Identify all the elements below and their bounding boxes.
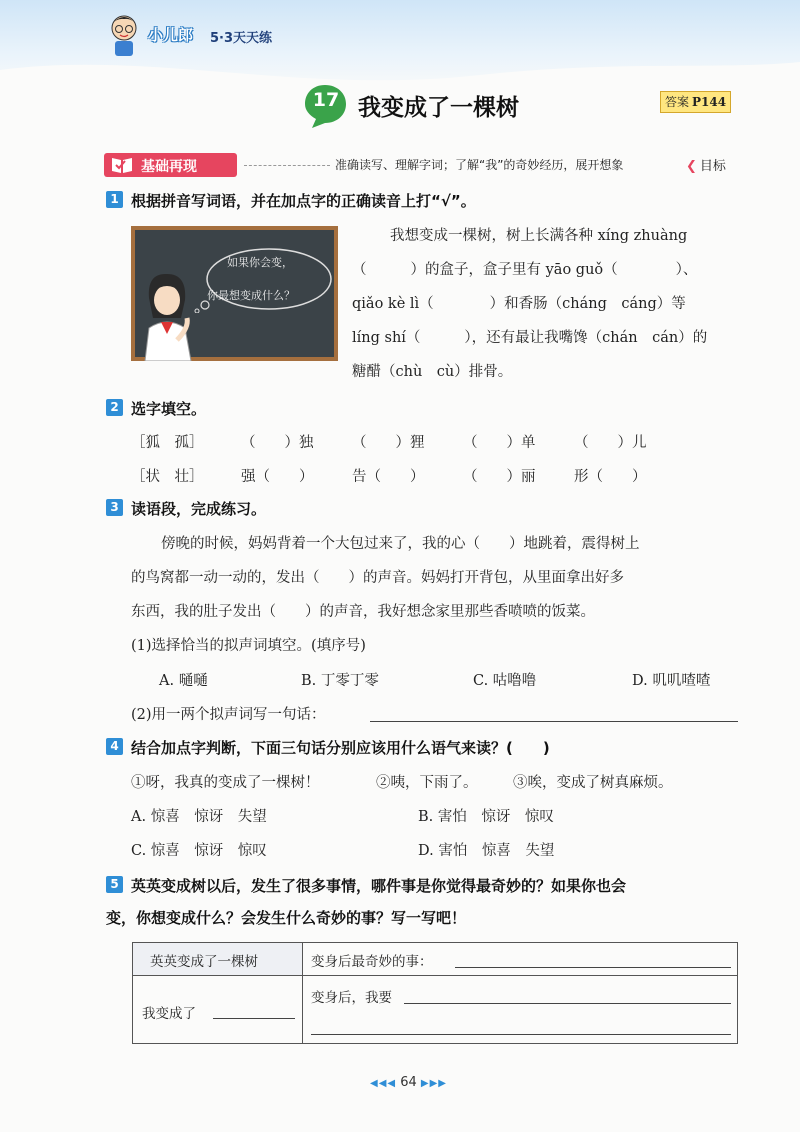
q3-sub-question-1: (1)选择恰当的拟声词填空。(填序号): [131, 638, 366, 654]
q3-paragraph-line-2: 的鸟窝都一动一动的，发出（ ）的声音。妈妈打开背包，从里面拿出好多: [131, 570, 624, 586]
q2-row1-item[interactable]: （ ）儿: [574, 435, 647, 451]
book-icon: [110, 156, 134, 174]
q4-option: C. 惊喜 惊讶 惊叹: [131, 843, 267, 859]
goal-tag: [686, 155, 726, 174]
q2-row2-item[interactable]: 形（ ）: [574, 469, 647, 485]
q3-paragraph-line-3: 东西，我的肚子发出（ ）的声音，我好想念家里那些香喷喷的饭菜。: [131, 604, 595, 620]
q4-option: B. 害怕 惊讶 惊叹: [418, 809, 554, 825]
page-number: 64: [400, 1075, 417, 1090]
q1-line-2a: （: [352, 262, 367, 278]
answer-page: P144: [692, 95, 727, 109]
q3-number: 3: [106, 499, 123, 516]
q5-number: 5: [106, 876, 123, 893]
q2-row2-item[interactable]: 告（ ）: [352, 469, 425, 485]
q1-line-2b: ）的盒子，盒子里有 yāo guǒ（: [410, 262, 618, 278]
page-footer: [370, 1075, 447, 1090]
q2-row1-pair: ［狐 孤］: [131, 435, 204, 451]
table-cell-r1c1: 英英变成了一棵树: [150, 954, 258, 970]
q3-paragraph-line-1: 傍晚的时候，妈妈背着一个大包过来了，我的心（ ）地跳着，震得树上: [161, 536, 640, 552]
q3-option: D. 叽叽喳喳: [632, 673, 711, 689]
q4-option: D. 害怕 惊喜 失望: [418, 843, 555, 859]
q1-line-3a: qiǎo kè lì（: [352, 296, 434, 312]
q1-prompt: 根据拼音写词语，并在加点字的正确读音上打“√”。: [131, 192, 476, 210]
q5-prompt-line-1: 英英变成树以后，发生了很多事情，哪件事是你觉得最奇妙的？如果你也会: [131, 877, 627, 895]
q1-line-5: 糖醋（chù cù）排骨。: [352, 364, 513, 380]
table-answer-line[interactable]: [404, 1003, 731, 1004]
q3-option: A. 嗵嗵: [159, 673, 208, 689]
q1-line-3: [352, 292, 686, 313]
q3-prompt: 读语段，完成练习。: [131, 500, 267, 518]
q1-line-4a: líng shí（: [352, 330, 421, 346]
q1-line-2: [352, 258, 697, 279]
q1-line-3b: ）和香肠（cháng cáng）等: [489, 296, 686, 312]
q3-sub-question-2: (2)用一两个拟声词写一句话：: [131, 707, 326, 723]
q2-row2-item[interactable]: （ ）丽: [463, 469, 536, 485]
q1-line-2c: ）、: [675, 262, 698, 278]
table-divider-vertical: [302, 942, 303, 1044]
table-answer-line[interactable]: [213, 1018, 295, 1019]
girl-illustration: [137, 268, 199, 361]
left-arrows-icon: ◀◀◀: [370, 1078, 397, 1089]
goal-arrow-icon: ❮: [686, 159, 697, 174]
table-answer-line[interactable]: [311, 1034, 731, 1035]
right-arrows-icon: ▶▶▶: [420, 1078, 447, 1089]
q2-row1-item[interactable]: （ ）独: [241, 435, 314, 451]
table-divider-horizontal: [132, 975, 738, 976]
table-cell-r1c2: 变身后最奇妙的事：: [311, 954, 433, 970]
bubble-line-2: 你最想变成什么？: [207, 289, 295, 302]
lesson-number: 17: [312, 89, 340, 111]
q2-number: 2: [106, 399, 123, 416]
bubble-line-1: 如果你会变，: [227, 256, 293, 269]
series-name: 5·3天天练: [210, 31, 273, 46]
mascot-icon: [103, 12, 145, 58]
section-title: 基础再现: [141, 159, 197, 175]
q2-row2-item[interactable]: 强（ ）: [241, 469, 314, 485]
q1-line-1: 我想变成一棵树，树上长满各种 xíng zhuàng: [390, 228, 688, 244]
table-cell-r2c2: 变身后，我要: [311, 990, 392, 1006]
q4-prompt: 结合加点字判断，下面三句话分别应该用什么语气来读？( ): [131, 739, 550, 757]
q3-option: C. 咕噜噜: [473, 673, 537, 689]
q2-prompt: 选字填空。: [131, 400, 207, 418]
section-divider: [244, 165, 330, 166]
q2-row2-pair: ［状 壮］: [131, 469, 204, 485]
q1-number: 1: [106, 191, 123, 208]
answer-label: 答案: [665, 95, 690, 109]
q3-answer-line[interactable]: [370, 721, 738, 722]
q4-sentence: ①呀，我真的变成了一棵树！: [131, 775, 320, 791]
q1-line-4: [352, 326, 707, 347]
section-goal: 准确读写、理解字词；了解“我”的奇妙经历，展开想象: [335, 158, 624, 172]
goal-label: 目标: [699, 159, 726, 174]
brand-logo: 小儿郎: [148, 26, 194, 44]
q4-number: 4: [106, 738, 123, 755]
table-cell-r2c1: 我变成了: [142, 1006, 196, 1022]
answer-reference: [660, 91, 731, 113]
lesson-title: 我变成了一棵树: [358, 95, 519, 121]
table-answer-line[interactable]: [455, 967, 731, 968]
q3-option: B. 丁零丁零: [301, 673, 379, 689]
q5-prompt-line-2: 变，你想变成什么？会发生什么奇妙的事？写一写吧！: [106, 909, 467, 927]
q4-option: A. 惊喜 惊讶 失望: [131, 809, 267, 825]
q2-row1-item[interactable]: （ ）单: [463, 435, 536, 451]
q1-line-4b: ），还有最让我嘴馋（chán cán）的: [464, 330, 708, 346]
q2-row1-item[interactable]: （ ）狸: [352, 435, 425, 451]
q4-sentence: ②咦，下雨了。: [376, 775, 478, 791]
q4-sentence: ③唉，变成了树真麻烦。: [513, 775, 673, 791]
